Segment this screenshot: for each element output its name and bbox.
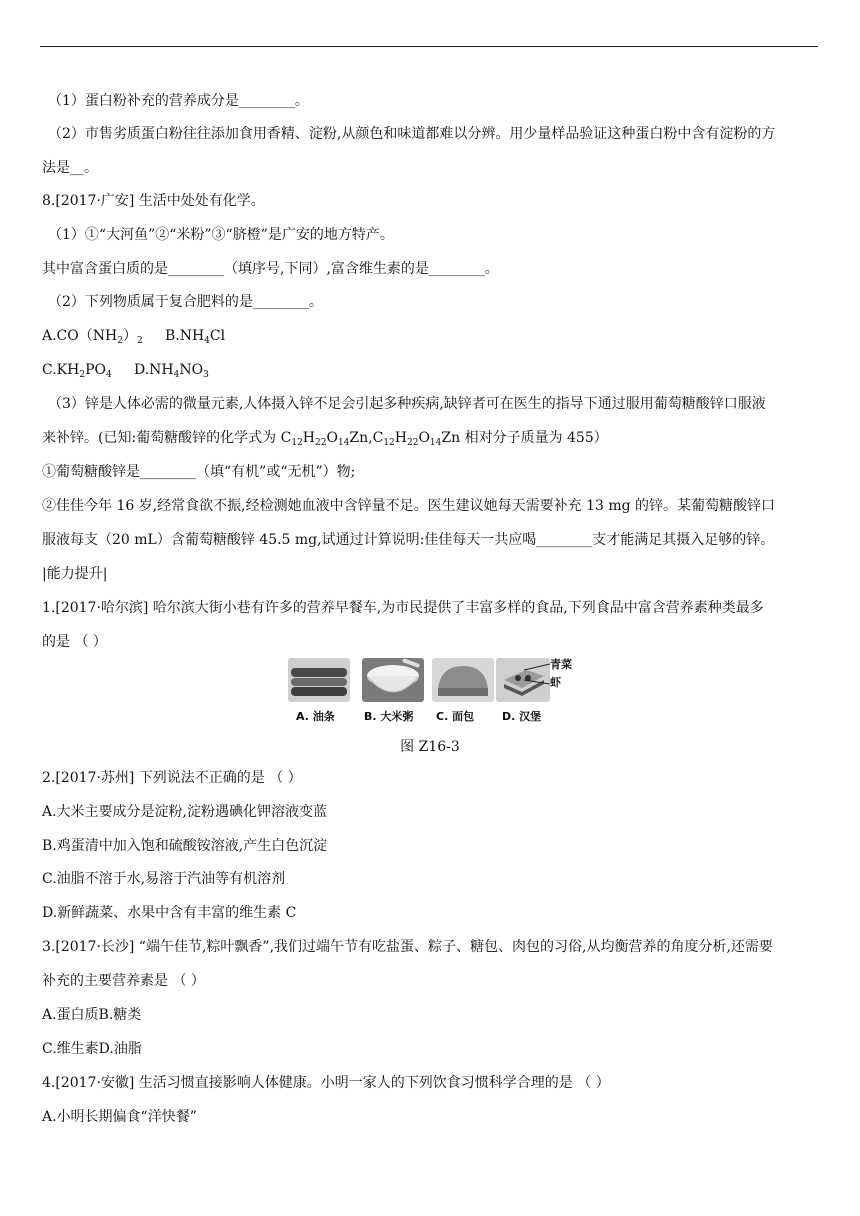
q2-title: 2.[2017·苏州] 下列说法不正确的是 （ ） — [42, 770, 302, 786]
figure-label: 图 Z16-3 — [400, 739, 460, 755]
q8-sub3-part1: ①葡萄糖酸锌是________（填“有机”或“无机”）物; — [42, 464, 356, 480]
q3-options-cd: C.维生素D.油脂 — [42, 1041, 142, 1057]
q4-title: 4.[2017·安徽] 生活习惯直接影响人体健康。小明一家人的下列饮食习惯科学合理的是 （ ） — [42, 1075, 610, 1091]
q4-option-a: A.小明长期偏食“洋快餐” — [42, 1109, 197, 1125]
callout-leader-lines — [522, 662, 552, 686]
q2-option-a: A.大米主要成分是淀粉,淀粉遇碘化钾溶液变蓝 — [42, 804, 328, 820]
q2-option-b: B.鸡蛋清中加入饱和硫酸铵溶液,产生白色沉淀 — [42, 838, 328, 854]
q8-sub3-part2: ②佳佳今年 16 岁,经常食欲不振,经检测她血液中含锌量不足。医生建议她每天需要补充 13 mg 的锌。某葡萄糖酸锌口 — [42, 498, 776, 514]
q8-sub3-formula: 来补锌。(已知:葡萄糖酸锌的化学式为 $C_{12}H_{22}O_{14}Zn,C_{12}H_{22}O_{14}Zn$ 相对分子质量为 455） — [42, 430, 608, 448]
q-line-3: 法是__。 — [42, 160, 98, 176]
q8-sub2: （2）下列物质属于复合肥料的是________。 — [48, 294, 323, 310]
header-rule — [40, 46, 818, 47]
callout-vegetable: 青菜 — [550, 658, 572, 671]
bread-image — [432, 658, 494, 702]
q8-title: 8.[2017·广安] 生活中处处有化学。 — [42, 193, 265, 209]
section-heading: |能力提升| — [42, 566, 108, 582]
q8-sub3-part2-cont: 服液每支（20 mL）含葡萄糖酸锌 45.5 mg,试通过计算说明:佳佳每天一共应喝________支才能满足其摄入足够的锌。 — [42, 532, 775, 548]
food-figure — [286, 656, 586, 726]
q1-title-cont: 的是 （ ） — [42, 634, 107, 650]
callout-shrimp: 虾 — [550, 676, 561, 689]
caption-d: D. 汉堡 — [502, 710, 542, 723]
q8-sub1-fill: 其中富含蛋白质的是________（填序号,下同）,富含维生素的是________。 — [42, 261, 499, 277]
q8-sub1: （1）①“大河鱼”②“米粉”③“脐橙”是广安的地方特产。 — [48, 227, 394, 243]
q8-sub3: （3）锌是人体必需的微量元素,人体摄入锌不足会引起多种疾病,缺锌者可在医生的指导下通过服用葡萄糖酸锌口服液 — [48, 396, 766, 412]
q1-title: 1.[2017·哈尔滨] 哈尔滨大街小巷有许多的营养早餐车,为市民提供了丰富多样的食品,下列食品中富含营养素种类最多 — [42, 600, 764, 616]
q3-title: 3.[2017·长沙] “端午佳节,粽叶飘香”,我们过端午节有吃盐蛋、粽子、糖包、肉包的习俗,从均衡营养的角度分析,还需要 — [42, 939, 773, 955]
rice-porridge-image — [362, 658, 424, 702]
q2-option-c: C.油脂不溶于水,易溶于汽油等有机溶剂 — [42, 871, 286, 887]
q8-options-cd: $C.KH_2PO_4$ $D.NH_4NO_3$ — [42, 362, 209, 380]
q2-option-d: D.新鲜蔬菜、水果中含有丰富的维生素 C — [42, 905, 297, 921]
caption-c: C. 面包 — [436, 710, 475, 723]
q-line-2: （2）市售劣质蛋白粉往往添加食用香精、淀粉,从颜色和味道都难以分辨。用少量样品验证这种蛋白粉中含有淀粉的方 — [48, 126, 776, 142]
youtiao-image — [288, 658, 350, 702]
q-line-1: （1）蛋白粉补充的营养成分是________。 — [48, 93, 309, 109]
q8-options-ab: $A.CO(NH_2)_2$ $B.NH_4Cl$ — [42, 328, 226, 346]
q3-options-ab: A.蛋白质B.糖类 — [42, 1007, 142, 1023]
caption-b: B. 大米粥 — [364, 710, 414, 723]
q3-title-cont: 补充的主要营养素是 （ ） — [42, 973, 205, 989]
caption-a: A. 油条 — [296, 710, 335, 723]
